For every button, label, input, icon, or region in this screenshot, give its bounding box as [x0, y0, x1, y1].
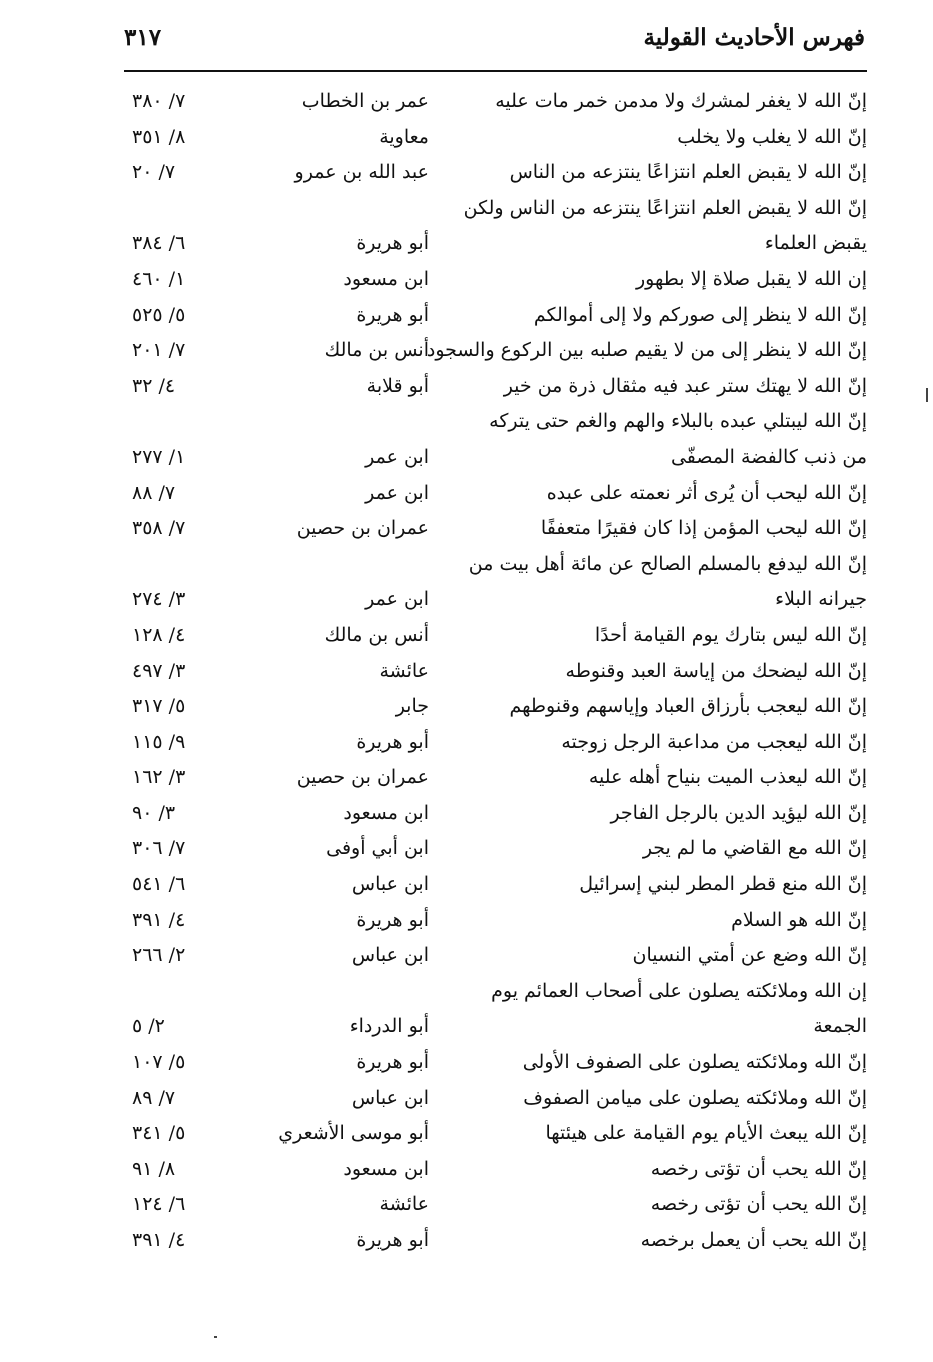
narrator: عمر بن الخطاب: [301, 90, 429, 112]
hadith-text: إنّ الله لا ينظر إلى صوركم ولا إلى أموالكم: [533, 303, 867, 326]
narrator: أبو هريرة: [356, 232, 429, 255]
narrator: أنس بن مالك: [324, 623, 429, 646]
reference: ٤/ ٣٩١: [132, 1229, 186, 1251]
list-item: [0, 618, 933, 654]
hadith-text: إنّ الله ليدفع بالمسلم الصالح عن مائة أهل بيت من: [468, 552, 867, 575]
reference: ٧/ ٣٥٨: [132, 517, 186, 540]
margin-mark: [926, 388, 928, 402]
reference: ٤/ ٣٩١: [132, 908, 186, 931]
narrator: عائشة: [379, 1193, 429, 1216]
hadith-text: إنّ الله مع القاضي ما لم يجر: [642, 837, 867, 860]
hadith-text: إنّ الله ليحب المؤمن إذا كان فقيرًا متعففًا: [540, 517, 867, 540]
page-title: فهرس الأحاديث القولية: [643, 24, 865, 51]
hadith-text: إنّ الله ليؤيد الدين بالرجل الفاجر: [610, 801, 867, 824]
reference: ٥/ ٣١٧: [132, 695, 186, 718]
list-item: [0, 938, 933, 974]
list-item: [0, 903, 933, 939]
reference: ٢/ ٢٦٦: [132, 944, 186, 967]
hadith-text: إنّ الله ليعجب من مداعبة الرجل زوجته: [561, 730, 867, 753]
list-item: [0, 226, 933, 262]
narrator: أبو هريرة: [356, 1051, 429, 1074]
hadith-text: إنّ الله يحب أن تؤتى رخصه: [650, 1157, 867, 1180]
reference: ٣/ ٩٠: [132, 801, 176, 824]
reference: ٧/ ٨٨: [132, 481, 176, 504]
hadith-text: إنّ الله وضع عن أمتي النسيان: [632, 944, 867, 967]
list-item: [0, 689, 933, 725]
reference: ١/ ٤٦٠: [132, 267, 186, 290]
reference: ٨/ ٣٥١: [132, 125, 186, 148]
list-item: [0, 582, 933, 618]
narrator: أنس بن مالك: [324, 339, 429, 362]
reference: ٥/ ٣٤١: [132, 1122, 186, 1145]
reference: ٨/ ٩١: [132, 1157, 176, 1180]
header-rule: [124, 70, 867, 72]
list-item: [0, 84, 933, 120]
narrator: أبو هريرة: [356, 303, 429, 326]
list-item: [0, 1187, 933, 1223]
narrator: ابن عمر: [365, 445, 429, 468]
list-item: [0, 1045, 933, 1081]
list-item: [0, 760, 933, 796]
narrator: ابن عمر: [365, 481, 429, 504]
hadith-text: إنّ الله ليحب أن يُرى أثر نعمته على عبده: [546, 481, 867, 504]
hadith-text: إنّ الله ليضحك من إياسة العبد وقنوطه: [565, 659, 867, 682]
reference: ٩/ ١١٥: [132, 730, 186, 753]
narrator: أبو هريرة: [356, 908, 429, 931]
list-item: [0, 120, 933, 156]
list-item: [0, 1009, 933, 1045]
narrator: أبو هريرة: [356, 730, 429, 753]
list-item: [0, 547, 933, 583]
narrator: ابن عباس: [351, 873, 429, 896]
reference: ٥/ ١٠٧: [132, 1051, 186, 1074]
list-item: [0, 1152, 933, 1188]
hadith-text: إنّ الله يحب أن تؤتى رخصه: [650, 1193, 867, 1216]
hadith-text: إنّ الله وملائكته يصلون على الصفوف الأولى: [522, 1051, 867, 1074]
hadith-text: يقبض العلماء: [764, 232, 867, 255]
reference: ٤/ ١٢٨: [132, 623, 186, 646]
hadith-text: الجمعة: [813, 1015, 867, 1038]
reference: ٢/ ٥: [132, 1015, 165, 1038]
reference: ٣/ ٢٧٤: [132, 588, 186, 611]
reference: ٦/ ٣٨٤: [132, 232, 186, 255]
narrator: أبو موسى الأشعري: [278, 1122, 429, 1145]
reference: ٧/ ٨٩: [132, 1086, 176, 1109]
narrator: ابن مسعود: [343, 801, 429, 824]
hadith-text: من ذنب كالفضة المصفّى: [670, 445, 867, 468]
hadith-text: إنّ الله لا يقبض العلم انتزاعًا ينتزعه من الناس ولكن: [463, 196, 867, 219]
reference: ١/ ٢٧٧: [132, 445, 186, 468]
list-item: [0, 1116, 933, 1152]
list-item: [0, 262, 933, 298]
narrator: جابر: [395, 695, 429, 718]
list-item: [0, 867, 933, 903]
list-item: [0, 725, 933, 761]
hadith-text: إنّ الله لا يقبض العلم انتزاعًا ينتزعه من الناس: [509, 161, 867, 184]
reference: ٦/ ٥٤١: [132, 873, 186, 896]
list-item: [0, 155, 933, 191]
hadith-text: إن الله وملائكته يصلون على أصحاب العمائم يوم: [491, 979, 867, 1002]
reference: ٦/ ١٢٤: [132, 1193, 186, 1216]
narrator: عمران بن حصين: [296, 766, 429, 789]
narrator: أبو هريرة: [356, 1229, 429, 1251]
narrator: ابن عمر: [365, 588, 429, 611]
narrator: ابن عباس: [351, 944, 429, 967]
narrator: ابن أبي أوفى: [326, 837, 429, 860]
reference: ٣/ ٤٩٧: [132, 659, 186, 682]
hadith-index-list: [0, 84, 933, 1259]
list-item: [0, 1223, 933, 1259]
hadith-text: إنّ الله لا يغفر لمشرك ولا مدمن خمر مات عليه: [495, 90, 867, 112]
reference: ٧/ ٢٠١: [132, 339, 186, 362]
narrator: عائشة: [379, 659, 429, 682]
hadith-text: إنّ الله ليعجب بأرزاق العباد وإياسهم وقنوطهم: [509, 695, 867, 718]
hadith-text: إنّ الله ليبتلي عبده بالبلاء والهم والغم حتى يتركه: [489, 410, 867, 433]
narrator: معاوية: [379, 125, 429, 148]
narrator: أبو الدرداء: [349, 1015, 429, 1038]
narrator: أبو قلابة: [366, 374, 429, 397]
page-number: ٣١٧: [124, 24, 162, 51]
list-item: [0, 369, 933, 405]
list-item: [0, 511, 933, 547]
margin-mark: [214, 1336, 217, 1338]
list-item: [0, 440, 933, 476]
list-item: [0, 974, 933, 1010]
list-item: [0, 298, 933, 334]
narrator: عبد الله بن عمرو: [294, 161, 429, 184]
reference: ٧/ ٢٠: [132, 161, 176, 184]
list-item: [0, 333, 933, 369]
hadith-text: إن الله لا يقبل صلاة إلا بطهور: [635, 267, 867, 290]
hadith-text: إنّ الله لا يغلب ولا يخلب: [677, 125, 867, 148]
hadith-text: إنّ الله يحب أن يعمل برخصه: [640, 1229, 867, 1251]
hadith-text: إنّ الله يبعث الأيام يوم القيامة على هيئتها: [545, 1122, 867, 1145]
hadith-text: إنّ الله ليس بتارك يوم القيامة أحدًا: [594, 623, 867, 646]
list-item: [0, 796, 933, 832]
list-item: [0, 654, 933, 690]
hadith-text: إنّ الله ليعذب الميت بنياح أهله عليه: [588, 766, 867, 789]
hadith-text: إنّ الله منع قطر المطر لبني إسرائيل: [579, 873, 867, 896]
list-item: [0, 1081, 933, 1117]
narrator: ابن مسعود: [343, 1157, 429, 1180]
hadith-text: إنّ الله لا ينظر إلى من لا يقيم صلبه بين الركوع والسجود: [426, 339, 867, 362]
list-item: [0, 404, 933, 440]
reference: ٧/ ٣٨٠: [132, 90, 186, 112]
list-item: [0, 476, 933, 512]
hadith-text: إنّ الله لا يهتك ستر عبد فيه مثقال ذرة من خير: [503, 374, 867, 397]
reference: ٤/ ٣٢: [132, 374, 176, 397]
reference: ٣/ ١٦٢: [132, 766, 186, 789]
hadith-text: إنّ الله وملائكته يصلون على ميامن الصفوف: [523, 1086, 867, 1109]
reference: ٥/ ٥٢٥: [132, 303, 186, 326]
narrator: عمران بن حصين: [296, 517, 429, 540]
hadith-text: إنّ الله هو السلام: [731, 908, 867, 931]
narrator: ابن عباس: [351, 1086, 429, 1109]
reference: ٧/ ٣٠٦: [132, 837, 186, 860]
narrator: ابن مسعود: [343, 267, 429, 290]
list-item: [0, 191, 933, 227]
list-item: [0, 831, 933, 867]
hadith-text: جيرانه البلاء: [775, 588, 867, 611]
